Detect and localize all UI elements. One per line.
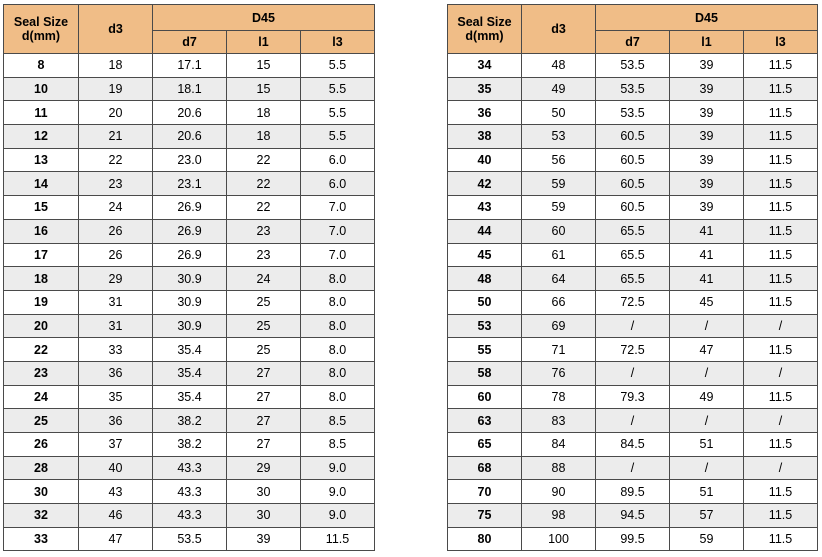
cell-d3: 71 — [522, 338, 596, 362]
cell-d7: 65.5 — [596, 267, 670, 291]
cell-seal-size: 40 — [448, 148, 522, 172]
cell-l3: 7.0 — [301, 196, 375, 220]
cell-l1: 27 — [227, 433, 301, 457]
table-row — [448, 196, 818, 220]
cell-l3: / — [744, 456, 818, 480]
header-d3: d3 — [79, 5, 153, 54]
table-row — [4, 148, 375, 172]
cell-d3: 19 — [79, 77, 153, 101]
cell-seal-size: 12 — [4, 125, 79, 149]
cell-l1: 51 — [670, 480, 744, 504]
cell-seal-size: 36 — [448, 101, 522, 125]
cell-seal-size: 58 — [448, 361, 522, 385]
cell-l3: 5.5 — [301, 54, 375, 78]
header-seal-size — [4, 5, 79, 54]
cell-d7: 23.0 — [153, 148, 227, 172]
cell-l3: 11.5 — [744, 290, 818, 314]
cell-seal-size: 53 — [448, 314, 522, 338]
cell-d3: 48 — [522, 54, 596, 78]
table-row — [448, 77, 818, 101]
cell-d7: 23.1 — [153, 172, 227, 196]
cell-l1: 27 — [227, 409, 301, 433]
cell-l1: 39 — [670, 101, 744, 125]
cell-d3: 59 — [522, 196, 596, 220]
cell-l3: 11.5 — [744, 219, 818, 243]
cell-l1: 25 — [227, 290, 301, 314]
cell-l1: 39 — [670, 196, 744, 220]
cell-d3: 56 — [522, 148, 596, 172]
cell-d7: 60.5 — [596, 125, 670, 149]
cell-seal-size: 60 — [448, 385, 522, 409]
table-row — [4, 243, 375, 267]
table-row — [448, 172, 818, 196]
cell-d3: 22 — [79, 148, 153, 172]
cell-l3: / — [744, 409, 818, 433]
cell-l1: 15 — [227, 77, 301, 101]
cell-l1: 27 — [227, 361, 301, 385]
cell-seal-size: 63 — [448, 409, 522, 433]
cell-seal-size: 43 — [448, 196, 522, 220]
cell-seal-size: 11 — [4, 101, 79, 125]
cell-l1: 39 — [670, 148, 744, 172]
table-row — [448, 54, 818, 78]
table-row — [448, 527, 818, 551]
cell-l3: 9.0 — [301, 504, 375, 528]
cell-l3: / — [744, 314, 818, 338]
cell-d7: 18.1 — [153, 77, 227, 101]
cell-seal-size: 22 — [4, 338, 79, 362]
cell-l3: 11.5 — [744, 338, 818, 362]
table-row — [448, 267, 818, 291]
cell-l3: 8.0 — [301, 338, 375, 362]
cell-seal-size: 16 — [4, 219, 79, 243]
table-row — [4, 125, 375, 149]
cell-d3: 78 — [522, 385, 596, 409]
cell-l1: 39 — [670, 77, 744, 101]
cell-l1: 39 — [670, 54, 744, 78]
table-row — [4, 409, 375, 433]
cell-seal-size: 17 — [4, 243, 79, 267]
cell-d3: 36 — [79, 409, 153, 433]
cell-d7: 17.1 — [153, 54, 227, 78]
cell-d7: 79.3 — [596, 385, 670, 409]
cell-d7: 38.2 — [153, 409, 227, 433]
cell-l1: 25 — [227, 338, 301, 362]
table-row — [4, 385, 375, 409]
cell-d7: 53.5 — [153, 527, 227, 551]
cell-seal-size: 26 — [4, 433, 79, 457]
cell-l3: 6.0 — [301, 172, 375, 196]
table-row — [4, 77, 375, 101]
cell-seal-size: 70 — [448, 480, 522, 504]
cell-d7: 99.5 — [596, 527, 670, 551]
cell-seal-size: 75 — [448, 504, 522, 528]
cell-l3: 9.0 — [301, 480, 375, 504]
cell-l3: 11.5 — [744, 433, 818, 457]
table-row — [448, 480, 818, 504]
header-l1: l1 — [670, 31, 744, 54]
table-row — [4, 504, 375, 528]
cell-d7: 30.9 — [153, 290, 227, 314]
header-d7: d7 — [596, 31, 670, 54]
cell-l1: 30 — [227, 504, 301, 528]
cell-d3: 26 — [79, 243, 153, 267]
table-row — [448, 385, 818, 409]
cell-seal-size: 15 — [4, 196, 79, 220]
cell-d3: 84 — [522, 433, 596, 457]
table-row — [4, 101, 375, 125]
cell-d3: 59 — [522, 172, 596, 196]
table-row — [448, 125, 818, 149]
cell-l3: 11.5 — [301, 527, 375, 551]
cell-seal-size: 45 — [448, 243, 522, 267]
cell-l3: 11.5 — [744, 54, 818, 78]
cell-l1: 15 — [227, 54, 301, 78]
cell-l1: 30 — [227, 480, 301, 504]
cell-d3: 36 — [79, 361, 153, 385]
cell-l3: 5.5 — [301, 125, 375, 149]
cell-l1: 39 — [670, 172, 744, 196]
table-row — [4, 267, 375, 291]
cell-seal-size: 55 — [448, 338, 522, 362]
header-seal-size-label: Seal Size — [457, 15, 512, 29]
cell-d3: 31 — [79, 290, 153, 314]
cell-seal-size: 19 — [4, 290, 79, 314]
cell-d7: / — [596, 361, 670, 385]
cell-d7: 35.4 — [153, 361, 227, 385]
cell-seal-size: 8 — [4, 54, 79, 78]
cell-l1: 39 — [227, 527, 301, 551]
cell-d3: 29 — [79, 267, 153, 291]
cell-l3: 7.0 — [301, 219, 375, 243]
table-row — [448, 148, 818, 172]
table-row — [448, 433, 818, 457]
cell-l3: 11.5 — [744, 527, 818, 551]
table-row — [4, 361, 375, 385]
header-l3: l3 — [744, 31, 818, 54]
cell-l1: / — [670, 314, 744, 338]
cell-l3: 8.0 — [301, 267, 375, 291]
cell-d3: 83 — [522, 409, 596, 433]
cell-l1: 18 — [227, 125, 301, 149]
cell-l3: 11.5 — [744, 77, 818, 101]
cell-d7: 94.5 — [596, 504, 670, 528]
cell-l3: 7.0 — [301, 243, 375, 267]
cell-l1: 41 — [670, 267, 744, 291]
cell-d3: 98 — [522, 504, 596, 528]
cell-l3: 8.5 — [301, 433, 375, 457]
table-row — [448, 101, 818, 125]
cell-seal-size: 50 — [448, 290, 522, 314]
cell-seal-size: 13 — [4, 148, 79, 172]
cell-seal-size: 25 — [4, 409, 79, 433]
seal-size-table-right — [447, 4, 818, 551]
table-row — [4, 480, 375, 504]
cell-d3: 33 — [79, 338, 153, 362]
cell-l3: 11.5 — [744, 267, 818, 291]
cell-l3: 8.0 — [301, 361, 375, 385]
cell-l3: 8.5 — [301, 409, 375, 433]
cell-d7: 20.6 — [153, 125, 227, 149]
cell-l3: 11.5 — [744, 243, 818, 267]
cell-l1: 49 — [670, 385, 744, 409]
cell-seal-size: 32 — [4, 504, 79, 528]
cell-d3: 69 — [522, 314, 596, 338]
table-row — [448, 456, 818, 480]
cell-l3: 11.5 — [744, 504, 818, 528]
cell-l3: 8.0 — [301, 314, 375, 338]
cell-d7: 65.5 — [596, 219, 670, 243]
cell-seal-size: 20 — [4, 314, 79, 338]
cell-l3: 5.5 — [301, 101, 375, 125]
table-row — [448, 243, 818, 267]
cell-seal-size: 38 — [448, 125, 522, 149]
cell-d3: 18 — [79, 54, 153, 78]
table-row — [4, 54, 375, 78]
table-row — [4, 314, 375, 338]
cell-l3: 11.5 — [744, 148, 818, 172]
cell-d3: 23 — [79, 172, 153, 196]
cell-l1: 41 — [670, 243, 744, 267]
cell-d7: 53.5 — [596, 54, 670, 78]
cell-d7: 38.2 — [153, 433, 227, 457]
cell-d7: 43.3 — [153, 480, 227, 504]
cell-d3: 47 — [79, 527, 153, 551]
table-row — [448, 314, 818, 338]
cell-d3: 66 — [522, 290, 596, 314]
cell-l3: 6.0 — [301, 148, 375, 172]
cell-l3: 11.5 — [744, 385, 818, 409]
cell-l3: 8.0 — [301, 385, 375, 409]
cell-d3: 40 — [79, 456, 153, 480]
header-d3: d3 — [522, 5, 596, 54]
cell-seal-size: 14 — [4, 172, 79, 196]
cell-l1: 24 — [227, 267, 301, 291]
cell-d7: 26.9 — [153, 219, 227, 243]
table-row — [4, 196, 375, 220]
table-row — [4, 527, 375, 551]
cell-d3: 88 — [522, 456, 596, 480]
cell-d7: 26.9 — [153, 196, 227, 220]
cell-l1: 39 — [670, 125, 744, 149]
cell-d7: 30.9 — [153, 314, 227, 338]
cell-l3: 8.0 — [301, 290, 375, 314]
cell-d7: 26.9 — [153, 243, 227, 267]
cell-d3: 90 — [522, 480, 596, 504]
cell-l3: 5.5 — [301, 77, 375, 101]
cell-d7: 60.5 — [596, 196, 670, 220]
table-row — [448, 409, 818, 433]
table-row — [448, 338, 818, 362]
cell-l1: 45 — [670, 290, 744, 314]
cell-seal-size: 10 — [4, 77, 79, 101]
cell-l3: 11.5 — [744, 196, 818, 220]
cell-seal-size: 35 — [448, 77, 522, 101]
cell-d3: 46 — [79, 504, 153, 528]
cell-d3: 21 — [79, 125, 153, 149]
cell-seal-size: 24 — [4, 385, 79, 409]
cell-seal-size: 30 — [4, 480, 79, 504]
table-row — [448, 504, 818, 528]
cell-seal-size: 33 — [4, 527, 79, 551]
cell-seal-size: 80 — [448, 527, 522, 551]
cell-l1: / — [670, 361, 744, 385]
header-seal-size-unit: d(mm) — [465, 29, 504, 43]
header-seal-size-unit: d(mm) — [21, 29, 61, 43]
cell-l1: 22 — [227, 196, 301, 220]
cell-seal-size: 44 — [448, 219, 522, 243]
table-row — [448, 290, 818, 314]
cell-d3: 60 — [522, 219, 596, 243]
cell-d7: 72.5 — [596, 338, 670, 362]
cell-d7: 60.5 — [596, 172, 670, 196]
cell-d3: 43 — [79, 480, 153, 504]
cell-d3: 35 — [79, 385, 153, 409]
cell-d3: 100 — [522, 527, 596, 551]
table-row — [4, 290, 375, 314]
cell-l1: 41 — [670, 219, 744, 243]
cell-d3: 64 — [522, 267, 596, 291]
table-row — [4, 338, 375, 362]
cell-l1: 25 — [227, 314, 301, 338]
cell-d7: / — [596, 409, 670, 433]
cell-d3: 20 — [79, 101, 153, 125]
cell-d7: 72.5 — [596, 290, 670, 314]
cell-l3: / — [744, 361, 818, 385]
header-d45: D45 — [596, 5, 818, 31]
cell-d7: 43.3 — [153, 456, 227, 480]
cell-l1: 22 — [227, 148, 301, 172]
cell-seal-size: 65 — [448, 433, 522, 457]
cell-seal-size: 42 — [448, 172, 522, 196]
cell-seal-size: 18 — [4, 267, 79, 291]
cell-l1: 23 — [227, 219, 301, 243]
cell-l1: 18 — [227, 101, 301, 125]
table-row — [448, 219, 818, 243]
cell-l1: 57 — [670, 504, 744, 528]
header-d7: d7 — [153, 31, 227, 54]
header-d45: D45 — [153, 5, 375, 31]
cell-d7: 89.5 — [596, 480, 670, 504]
cell-seal-size: 23 — [4, 361, 79, 385]
cell-seal-size: 68 — [448, 456, 522, 480]
cell-d3: 37 — [79, 433, 153, 457]
cell-d7: 60.5 — [596, 148, 670, 172]
cell-l1: 23 — [227, 243, 301, 267]
cell-seal-size: 28 — [4, 456, 79, 480]
cell-d3: 53 — [522, 125, 596, 149]
cell-d7: / — [596, 456, 670, 480]
cell-l3: 11.5 — [744, 480, 818, 504]
cell-l3: 11.5 — [744, 172, 818, 196]
cell-d7: 53.5 — [596, 77, 670, 101]
cell-d7: 43.3 — [153, 504, 227, 528]
cell-d7: 53.5 — [596, 101, 670, 125]
cell-l1: 29 — [227, 456, 301, 480]
cell-l3: 9.0 — [301, 456, 375, 480]
cell-d3: 24 — [79, 196, 153, 220]
cell-l1: 22 — [227, 172, 301, 196]
table-row — [4, 172, 375, 196]
cell-d7: 20.6 — [153, 101, 227, 125]
cell-d7: / — [596, 314, 670, 338]
cell-d7: 65.5 — [596, 243, 670, 267]
cell-l1: 47 — [670, 338, 744, 362]
table-row — [448, 361, 818, 385]
header-seal-size-label: Seal Size — [13, 15, 69, 29]
table-body-left — [4, 54, 375, 551]
cell-seal-size: 48 — [448, 267, 522, 291]
table-row — [4, 433, 375, 457]
cell-d7: 30.9 — [153, 267, 227, 291]
cell-d3: 61 — [522, 243, 596, 267]
cell-l1: / — [670, 456, 744, 480]
cell-d7: 35.4 — [153, 338, 227, 362]
cell-l1: / — [670, 409, 744, 433]
cell-d7: 35.4 — [153, 385, 227, 409]
cell-l3: 11.5 — [744, 125, 818, 149]
header-seal-size — [448, 5, 522, 54]
header-l3: l3 — [301, 31, 375, 54]
cell-l1: 59 — [670, 527, 744, 551]
cell-d3: 31 — [79, 314, 153, 338]
header-l1: l1 — [227, 31, 301, 54]
cell-d3: 50 — [522, 101, 596, 125]
seal-size-table-left — [3, 4, 375, 551]
table-body-right — [448, 54, 818, 551]
cell-d7: 84.5 — [596, 433, 670, 457]
cell-d3: 26 — [79, 219, 153, 243]
cell-l3: 11.5 — [744, 101, 818, 125]
cell-d3: 49 — [522, 77, 596, 101]
cell-l1: 27 — [227, 385, 301, 409]
cell-seal-size: 34 — [448, 54, 522, 78]
cell-l1: 51 — [670, 433, 744, 457]
table-row — [4, 219, 375, 243]
table-row — [4, 456, 375, 480]
cell-d3: 76 — [522, 361, 596, 385]
